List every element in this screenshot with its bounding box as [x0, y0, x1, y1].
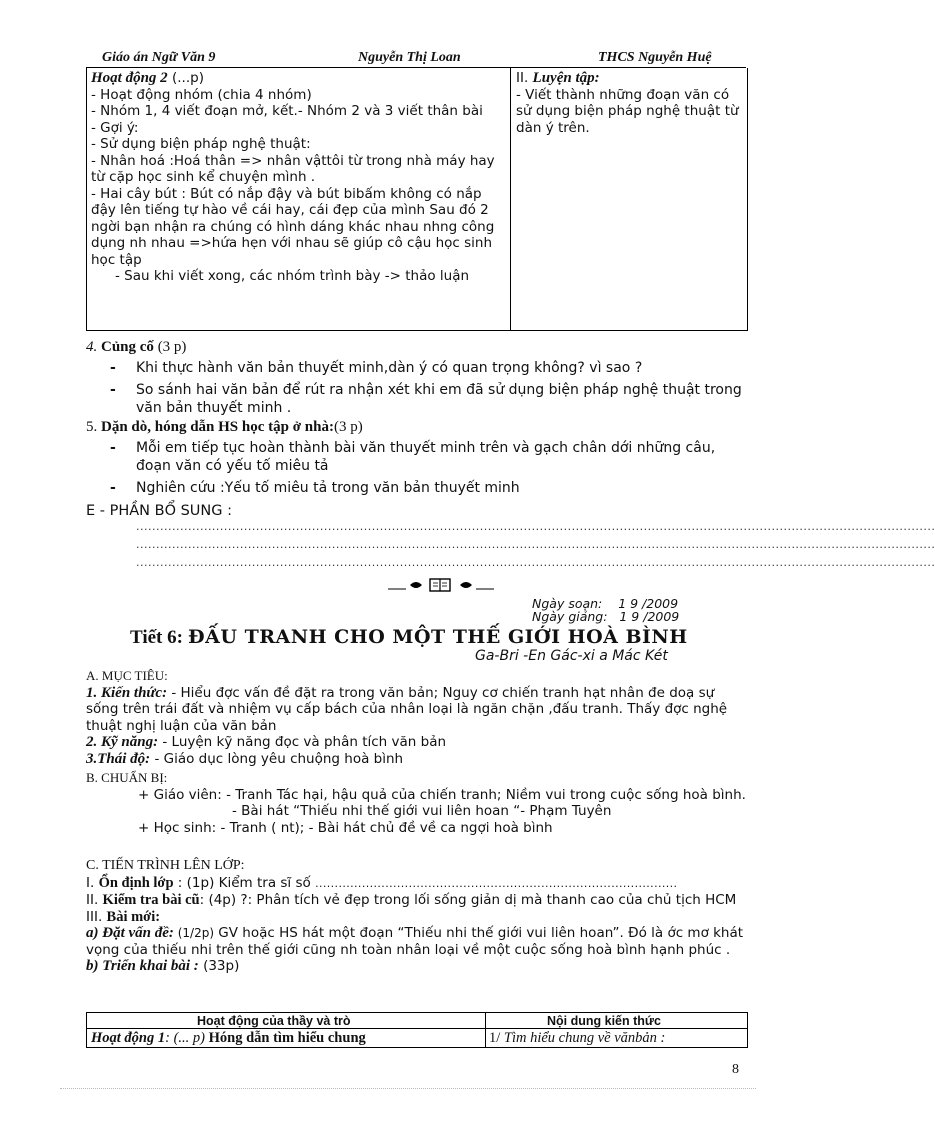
- c1-label: Ổn định lớp: [98, 874, 174, 891]
- part-b-heading: B. CHUẨN BỊ:: [86, 770, 168, 785]
- date-value: 1 9 /2009: [618, 596, 679, 611]
- left-line: - Gợi ý:: [91, 119, 139, 136]
- table-header-rule: [87, 1028, 747, 1029]
- teacher-text: - Tranh Tác hại, hậu quả của chiến tranh; Niềm vui trong cuộc sống hoà bình.: [221, 786, 746, 803]
- part-b: [86, 770, 746, 836]
- content-text: Tìm hiểu chung về vănbản :: [503, 1030, 666, 1046]
- c2-text: : (4p) ?: Phân tích vẻ đẹp trong lối sống giản dị mà thanh cao của chủ tịch HCM: [199, 892, 737, 908]
- left-cell: [91, 70, 503, 285]
- teacher-label: + Giáo viên:: [138, 786, 222, 803]
- activity-1-text: Hóng dẫn tìm hiểu chung: [208, 1030, 366, 1046]
- page-bottom-rule: [60, 1088, 756, 1089]
- right-line: - Viết thành những đoạn văn có sử dụng biện pháp nghệ thuật từ dàn ý trên.: [516, 86, 739, 136]
- develop-label: b) Triển khai bài :: [86, 958, 199, 974]
- date-taught: [532, 610, 679, 624]
- date-label: Ngày giảng:: [532, 609, 608, 624]
- content-num: 1/: [489, 1030, 504, 1046]
- dotted-line: ........................................................................................................................................................................................................: [136, 538, 935, 551]
- c2-label: Kiểm tra bài cũ: [102, 892, 200, 908]
- table-row-right: [489, 1030, 665, 1047]
- lesson-table: [86, 1012, 748, 1048]
- section-4-title: Củng cố: [101, 339, 154, 355]
- bullet-text: Mỗi em tiếp tục hoàn thành bài văn thuyết minh trên và gạch chân dới những câu, đoạn văn có yếu tố miêu tả: [136, 440, 716, 474]
- intro-label: a) Đặt vấn đề:: [86, 925, 174, 941]
- left-line: - Nhân hoá :Hoá thân => nhân vậttôi từ trong nhà máy hay từ cặp học sinh kể chuyện mình .: [91, 152, 495, 185]
- section-5-heading: [86, 418, 363, 436]
- practice-title: Luyện tập:: [532, 70, 600, 86]
- left-line: - Sau khi viết xong, các nhóm trình bày -> thảo luận: [115, 268, 470, 284]
- skill-text: - Luyện kỹ năng đọc và phân tích văn bản: [158, 734, 447, 750]
- lesson-label: Tiết 6:: [130, 627, 183, 648]
- table-divider: [485, 1013, 486, 1047]
- table-header-left: Hoạt động của thầy và trò: [197, 1014, 351, 1028]
- activity-1-label: Hoạt động 1: [91, 1030, 166, 1046]
- intro-text: GV hoặc HS hát một đoạn “Thiếu nhi thế giới vui liên hoan”. Đó là ớc mơ khát vọng của thiếu nhi trên thế giới cũng nh toàn nhân loại về một cuộc sống hoà bình hạnh phúc .: [86, 925, 744, 958]
- bullet-text: So sánh hai văn bản để rút ra nhận xét khi em đã sử dụng biện pháp nghệ thuật trong văn bản thuyết minh .: [136, 382, 742, 416]
- page-header: [88, 50, 742, 66]
- section-4-num: 4.: [86, 339, 101, 355]
- knowledge-text: - Hiểu đợc vấn đề đặt ra trong văn bản; Nguy cơ chiến tranh hạt nhân đe doạ sự sống trên trái đất và nhiệm vụ cấp bách của nhân loại là ngăn chặn ,đấu tranh. Thấy đợc nghệ thuật nghị luận của văn bản: [86, 684, 728, 734]
- left-line: - Hai cây bút : Bút có nắp đậy và bút bibấm không có nắp đậy lên tiếng tự hào về cái hay, cái đẹp của mình Sau đó 2 ngời bạn nhận ra chúng có hình dáng khác nhau nhng công dụng nh nhau =>hứa hẹn với nhau sẽ giúp cô cậu học sinh học tập: [91, 185, 495, 268]
- knowledge-label: 1. Kiến thức:: [86, 684, 168, 701]
- list-item: [110, 440, 746, 475]
- lesson-title: [130, 626, 688, 649]
- activity-table: [86, 68, 748, 331]
- section-e-heading: E - PHẦN BỔ SUNG :: [86, 503, 232, 519]
- list-item: [110, 360, 746, 378]
- attitude-text: - Giáo dục lòng yêu chuộng hoà bình: [150, 750, 404, 767]
- list-item: [110, 382, 746, 417]
- date-label: Ngày soạn:: [532, 596, 603, 611]
- left-line: - Nhóm 1, 4 viết đoạn mở, kết.- Nhóm 2 và 3 viết thân bài: [91, 103, 483, 119]
- section-4-heading: [86, 338, 186, 356]
- part-a-heading: A. MỤC TIÊU:: [86, 668, 168, 683]
- section-5-title: Dặn dò, hóng dẫn HS học tập ở nhà:: [101, 419, 334, 435]
- part-a: [86, 668, 746, 767]
- right-cell: [516, 70, 742, 136]
- part-c: C. TIẾN TRÌNH LÊN LỚP: I. Ổn định lớp : (1p) Kiểm tra sĩ số ............................................................................................. II. Kiểm tra bài cũ: (4p) ?: Phân tích vẻ đẹp trong lối sống giản dị mà thanh cao của chủ tịch HCM III. Bài mới: a) Đặt vấn đề: (1/2p) GV hoặc HS hát một đoạn “Thiếu nhi thế giới vui liên hoan”. Đó là ớc mơ khát vọng của thiếu nhi trên thế giới cũng nh toàn nhân loại về một cuộc sống hoà bình hạnh phúc . b) Triển khai bài : (33p): [86, 858, 746, 975]
- left-line: - Hoạt động nhóm (chia 4 nhóm): [91, 86, 312, 103]
- student-label: + Học sinh:: [138, 819, 217, 836]
- student-text: - Tranh ( nt); - Bài hát chủ đề về ca ngợi hoà bình: [216, 819, 553, 836]
- c1-num: I.: [86, 874, 99, 891]
- lesson-name: ĐẤU TRANH CHO MỘT THẾ GIỚI HOÀ BÌNH: [188, 626, 688, 648]
- bullet-dash-icon: ‐: [110, 480, 116, 496]
- table-divider: [510, 68, 511, 330]
- activity-1-time: : (... p): [165, 1030, 205, 1046]
- activity-time: (...p): [167, 70, 204, 86]
- page-number: 8: [732, 1062, 739, 1077]
- right-num: II.: [516, 70, 533, 86]
- book-ornament-icon: [386, 577, 496, 597]
- bullet-dash-icon: ‐: [110, 360, 116, 376]
- list-item: [110, 480, 746, 498]
- c3-num: III.: [86, 908, 107, 925]
- attitude-label: 3.Thái độ:: [86, 750, 151, 767]
- dotted-line: ........................................................................................................................................................................................................: [136, 556, 935, 569]
- intro-time: (1/2p): [173, 926, 215, 940]
- table-header-right: Nội dung kiến thức: [547, 1014, 661, 1028]
- bullet-dash-icon: ‐: [110, 440, 116, 456]
- skill-label: 2. Kỹ năng:: [86, 734, 159, 750]
- c3-label: Bài mới:: [106, 908, 161, 925]
- dotted-line: ........................................................................................................................................................................................................: [136, 520, 935, 533]
- section-5-time: (3 p): [333, 419, 363, 435]
- lesson-author: Ga-Bri -En Gác-xi a Mác Két: [475, 648, 668, 664]
- bullet-dash-icon: ‐: [110, 382, 116, 398]
- bullet-text: Nghiên cứu :Yếu tố miêu tả trong văn bản thuyết minh: [136, 480, 520, 496]
- develop-time: (33p): [198, 958, 240, 974]
- header-center: Nguyễn Thị Loan: [358, 50, 461, 65]
- table-row-left: [91, 1030, 366, 1047]
- bullet-text: Khi thực hành văn bản thuyết minh,dàn ý có quan trọng không? vì sao ?: [136, 360, 643, 376]
- c1-text: : (1p) Kiểm tra sĩ số: [173, 874, 316, 891]
- date-value: 1 9 /2009: [619, 609, 680, 624]
- part-c-heading: C. TIẾN TRÌNH LÊN LỚP:: [86, 858, 245, 873]
- left-line: - Sử dụng biện pháp nghệ thuật:: [91, 136, 311, 152]
- section-4-time: (3 p): [153, 339, 187, 355]
- header-right: THCS Nguyễn Huệ: [598, 50, 712, 65]
- section-5-num: 5.: [86, 419, 101, 435]
- c2-num: II.: [86, 892, 103, 908]
- header-left: Giáo án Ngữ Văn 9: [102, 50, 216, 65]
- teacher-text-2: - Bài hát “Thiếu nhi thế giới vui liên hoan “- Phạm Tuyên: [232, 803, 612, 819]
- activity-title: Hoạt động 2: [91, 70, 168, 86]
